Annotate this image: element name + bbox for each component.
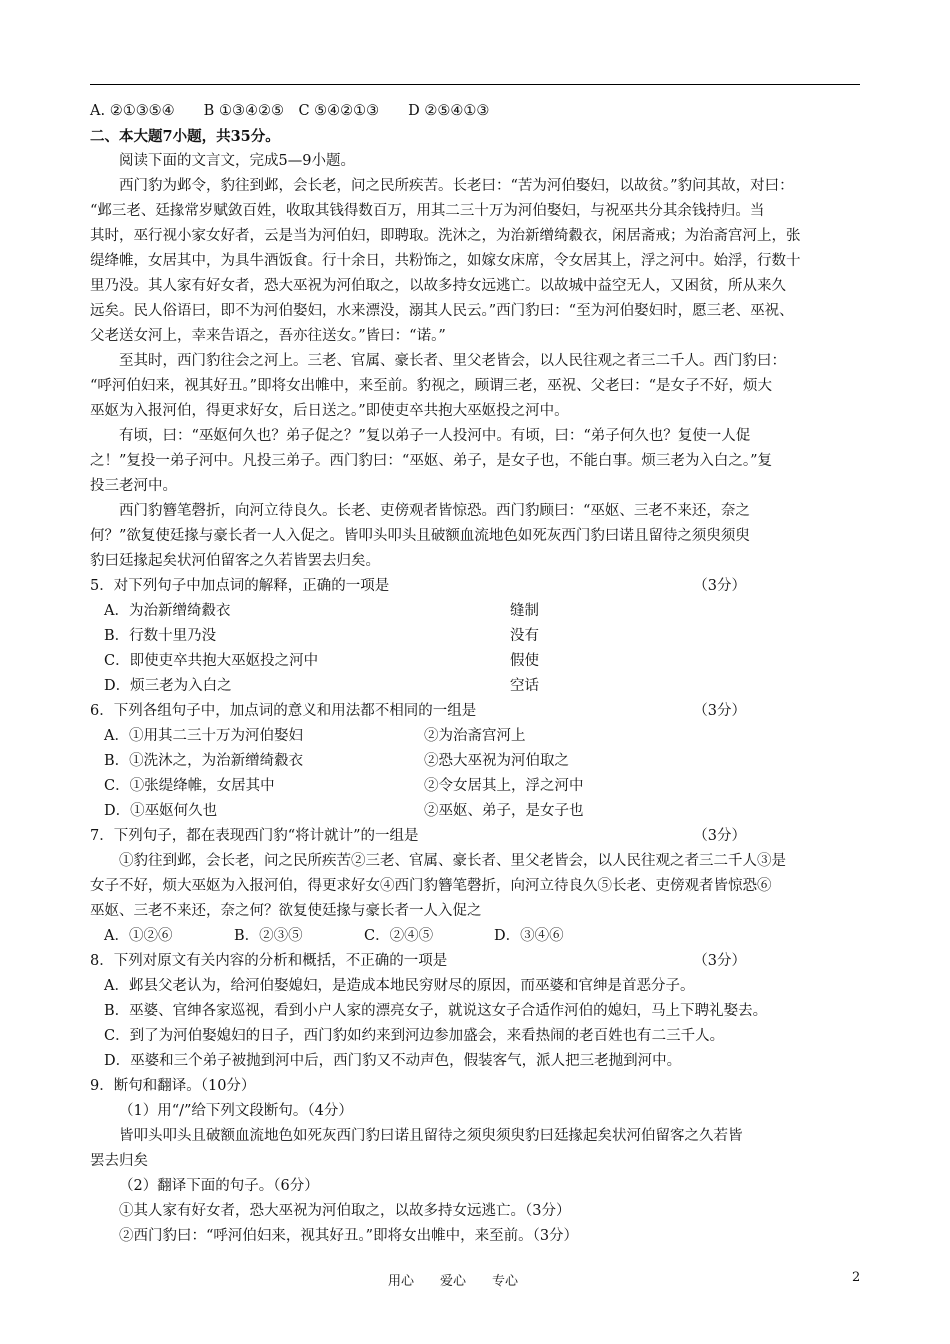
punctuation-text-line: 罢去归矣 [90, 1153, 148, 1169]
passage-line: 巫妪为入报河伯，得更求好女，后日送之。”即使吏卒共抱大巫妪投之河中。 [90, 403, 569, 419]
classical-passage [90, 174, 860, 574]
passage-line: 西门豹为邺令，豹往到邺，会长老，问之民所疾苦。长老曰：“苦为河伯娶妇，以故贫。”豹问其故，对曰： [119, 178, 794, 194]
passage-line: 有顷，曰：“巫妪何久也？弟子促之？”复以弟子一人投河中。有顷，曰：“弟子何久也？复使一人促 [119, 428, 751, 444]
page-number: 2 [852, 1270, 861, 1285]
passage-line: “呼河伯妇来，视其好丑。”即将女出帷中，来至前。豹视之，顾谓三老，巫祝、父老曰：“是女子不好，烦大 [90, 378, 772, 394]
question-score: （3分） [693, 828, 746, 844]
option-row: A．①用其二三十万为河伯娶妇 ②为治斋宫河上 [104, 728, 526, 744]
question-6 [90, 699, 860, 824]
footer-slogan: 用心 爱心 专心 [388, 1274, 519, 1289]
header-rule [90, 84, 860, 85]
passage-line: 投三老河中。 [90, 478, 177, 494]
question-body-line: 女子不好，烦大巫妪为入报河伯，得更求好女④西门豹簪笔磬折，向河立待良久⑤长老、吏傍观者皆惊恐⑥ [90, 878, 772, 894]
question-stem: 9．断句和翻译。（10分） [90, 1078, 256, 1094]
option-row: B．行数十里乃没 没有 [104, 628, 539, 644]
passage-line: 何？”欲复使廷掾与豪长者一人入促之。皆叩头叩头且破额血流地色如死灰西门豹曰诺且留待之须臾须臾 [90, 528, 750, 544]
passage-line: 里乃没。其人家有好女者，恐大巫祝为河伯取之，以故多持女远逃亡。以故城中益空无人，又困贫，所从来久 [90, 278, 786, 294]
passage-line: 西门豹簪笔磬折，向河立待良久。长老、吏傍观者皆惊恐。西门豹顾曰：“巫妪、三老不来还，奈之 [119, 503, 750, 519]
option-row: A．①②⑥ B．②③⑤ C．②④⑤ D．③④⑥ [104, 928, 564, 944]
passage-line: 缇绛帷，女居其中，为具牛酒饭食。行十余日，共粉饰之，如嫁女床席，令女居其上，浮之河中。始浮，行数十 [90, 253, 801, 269]
question-stem: 5．对下列句子中加点词的解释，正确的一项是 [90, 578, 390, 594]
question-part-title: （1）用“/”给下列文段断句。（4分） [119, 1103, 353, 1119]
option-row: A．为治新缯绮縠衣 缝制 [104, 603, 539, 619]
option-row: B．巫婆、官绅各家巡视，看到小户人家的漂亮女子，就说这女子合适作河伯的媳妇，马上下聘礼娶去。 [104, 1003, 768, 1019]
option-row: C．即使吏卒共抱大巫妪投之河中 假使 [104, 653, 539, 669]
translation-item: ①其人家有好女者，恐大巫祝为河伯取之，以故多持女远逃亡。（3分） [119, 1203, 571, 1219]
question-part-title: （2）翻译下面的句子。（6分） [119, 1178, 319, 1194]
question-8 [90, 949, 860, 1074]
question-stem: 8．下列对原文有关内容的分析和概括，不正确的一项是 [90, 953, 448, 969]
question-score: （3分） [693, 703, 746, 719]
passage-line: 父老送女河上，幸来告语之，吾亦往送女。”皆曰：“诺。” [90, 328, 446, 344]
passage-line: 远矣。民人俗语曰，即不为河伯娶妇，水来漂没，溺其人民云。”西门豹曰：“至为河伯娶妇时，愿三老、巫祝、 [90, 303, 794, 319]
option-row: A．邺县父老认为，给河伯娶媳妇，是造成本地民穷财尽的原因，而巫婆和官绅是首恶分子。 [104, 978, 695, 994]
passage-line: 其时，巫行视小家女好者，云是当为河伯妇，即聘取。洗沐之，为治新缯绮縠衣，闲居斋戒；为治斋宫河上，张 [90, 228, 801, 244]
question-body-line: ①豹往到邺，会长老，问之民所疾苦②三老、官属、豪长者、里父老皆会，以人民往观之者三二千人③是 [119, 853, 786, 869]
question-score: （3分） [693, 578, 746, 594]
question-stem: 6．下列各组句子中，加点词的意义和用法都不相同的一组是 [90, 703, 477, 719]
section-title: 二、本大题7小题，共35分。 [90, 128, 280, 145]
option-row: D．巫婆和三个弟子被抛到河中后，西门豹又不动声色，假装客气，派人把三老抛到河中。 [104, 1053, 682, 1069]
previous-question-options: A. ②①③⑤④ B ①③④②⑤ C ⑤④②①③ D ②⑤④①③ [90, 103, 490, 119]
option-row: D．①巫妪何久也 ②巫妪、弟子，是女子也 [104, 803, 584, 819]
translation-item: ②西门豹曰：“呼河伯妇来，视其好丑。”即将女出帷中，来至前。（3分） [119, 1228, 579, 1244]
punctuation-text-line: 皆叩头叩头且破额血流地色如死灰西门豹曰诺且留待之须臾须臾豹曰廷掾起矣状河伯留客之久若皆 [119, 1128, 743, 1144]
page-content [90, 84, 860, 1249]
question-score: （3分） [693, 953, 746, 969]
option-row: C．①张缇绛帷，女居其中 ②令女居其上，浮之河中 [104, 778, 584, 794]
passage-line: “邺三老、廷掾常岁赋敛百姓，收取其钱得数百万，用其二三十万为河伯娶妇，与祝巫共分其余钱持归。当 [90, 203, 765, 219]
passage-line: 至其时，西门豹往会之河上。三老、官属、豪长者、里父老皆会，以人民往观之者三二千人。西门豹曰： [119, 353, 786, 369]
question-stem: 7．下列句子，都在表现西门豹“将计就计”的一组是 [90, 828, 419, 844]
passage-line: 之！”复投一弟子河中。凡投三弟子。西门豹曰：“巫妪、弟子，是女子也，不能白事。烦三老为入白之。”复 [90, 453, 772, 469]
question-5 [90, 574, 860, 699]
question-body-line: 巫妪、三老不来还，奈之何？欲复使廷掾与豪长者一人入促之 [90, 903, 482, 919]
instruction: 阅读下面的文言文，完成5—9小题。 [119, 153, 355, 169]
question-7 [90, 824, 860, 949]
passage-line: 豹曰廷掾起矣状河伯留客之久若皆罢去归矣。 [90, 553, 380, 569]
option-row: C．到了为河伯娶媳妇的日子，西门豹如约来到河边参加盛会，来看热闹的老百姓也有二三千人。 [104, 1028, 725, 1044]
question-9 [90, 1074, 860, 1249]
option-row: B．①洗沐之，为治新缯绮縠衣 ②恐大巫祝为河伯取之 [104, 753, 569, 769]
option-row: D．烦三老为入白之 空话 [104, 678, 539, 694]
